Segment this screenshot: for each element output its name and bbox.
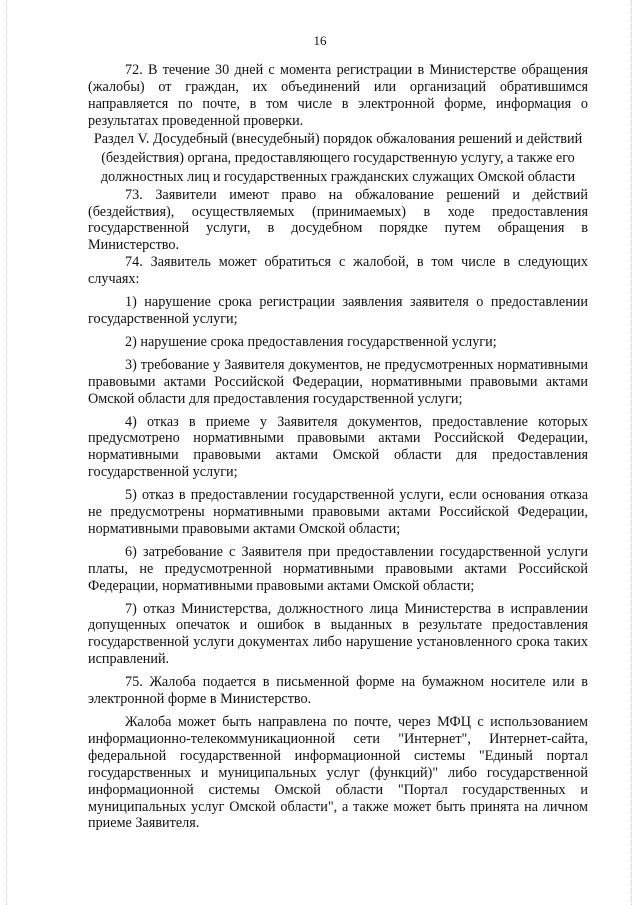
list-item-5: 5) отказ в предоставлении государственной услуги, если основания отказа не предусмотрены нормативными правовыми актами Российской Федерации, нормативными правовыми актами Омской области;	[88, 487, 588, 537]
list-item-7: 7) отказ Министерства, должностного лица Министерства в исправлении допущенных опечаток и ошибок в выданных в результате предоставления государственной услуги документах либо нарушение установленного срока таких исправлений.	[88, 600, 588, 668]
list-item-4: 4) отказ в приеме у Заявителя документов, предоставление которых предусмотрено нормативными правовыми актами Российской Федерации, нормативными правовыми актами Омской области для предоставления государственной услуги;	[88, 413, 588, 481]
paragraph-72: 72. В течение 30 дней с момента регистрации в Министерстве обращения (жалобы) от граждан, их объединений или организаций обратившимся направляется по почте, в том числе в электронной форме, информация о результатах проведенной проверки.	[88, 62, 588, 129]
right-scan-edge	[631, 0, 634, 905]
left-scan-edge	[6, 0, 9, 905]
paragraph-73: 73. Заявители имеют право на обжалование решений и действий (бездействия), осуществляемых (принимаемых) в ходе предоставления государственной услуги, в досудебном порядке путем обращения в Министерство.	[88, 186, 588, 254]
paragraph-74: 74. Заявитель может обратиться с жалобой, в том числе в следующих случаях:	[88, 254, 588, 288]
document-body	[88, 62, 588, 832]
paragraph-75-continued: Жалоба может быть направлена по почте, через МФЦ с использованием информационно-телекоммуникационной сети "Интернет", Интернет-сайта, федеральной государственной информационной системы "Единый портал государственных и муниципальных услуг (функций)" либо государственной информационной системы Омской области "Портал государственных и муниципальных услуг Омской области", а также может быть принята на личном приеме Заявителя.	[88, 714, 588, 832]
paragraph-75: 75. Жалоба подается в письменной форме на бумажном носителе или в электронной форме в Министерство.	[88, 674, 588, 708]
section-heading: Раздел V. Досудебный (внесудебный) порядок обжалования решений и действий (бездействия) органа, предоставляющего государственную услугу, а также его должностных лиц и государственных гражданских служащих Омской области	[93, 130, 583, 185]
list-item-2: 2) нарушение срока предоставления государственной услуги;	[125, 333, 497, 350]
list-item-3: 3) требование у Заявителя документов, не предусмотренных нормативными правовыми актами Российской Федерации, нормативными правовыми актами Омской области для предоставления государственной услуги;	[88, 356, 588, 407]
list-item-6: 6) затребование с Заявителя при предоставлении государственной услуги платы, не предусмотренной нормативными правовыми актами Российской Федерации, нормативными правовыми актами Омской области;	[88, 543, 588, 594]
page-number: 16	[313, 33, 327, 48]
list-item-1: 1) нарушение срока регистрации заявления заявителя о предоставлении государственной услуги;	[88, 294, 588, 327]
